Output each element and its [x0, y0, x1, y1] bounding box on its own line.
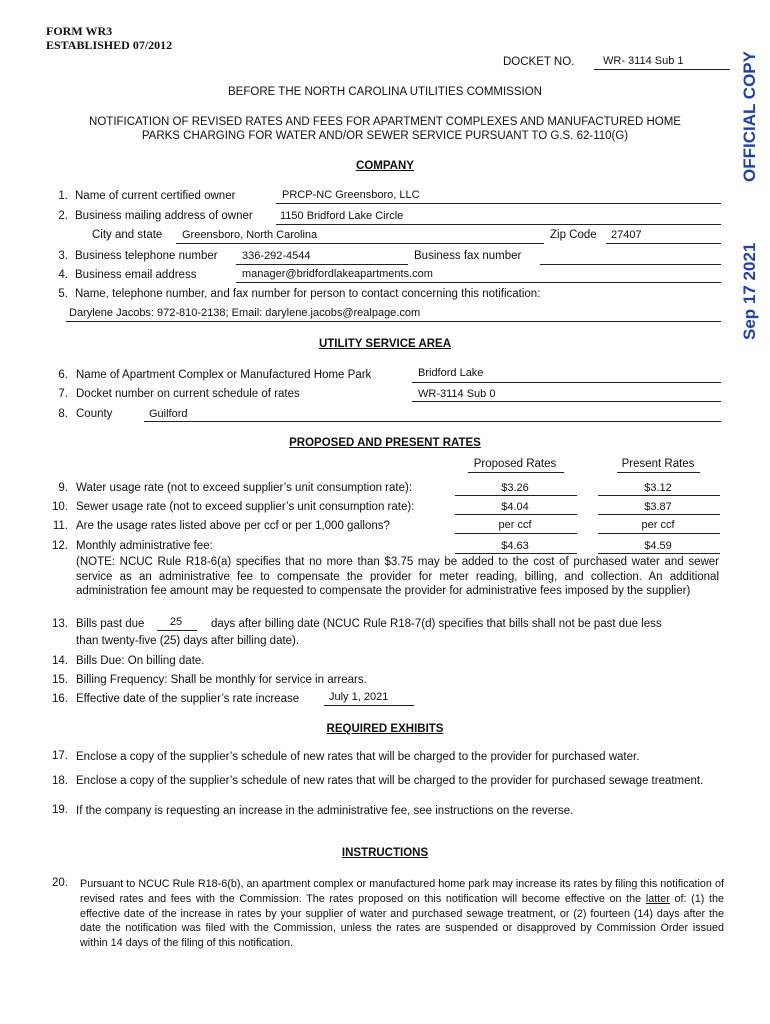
current-docket-label: Docket number on current schedule of rates — [76, 388, 300, 400]
item-number-17: 17. — [52, 750, 68, 762]
past-due-rule-text: days after billing date (NCUC Rule R18-7(d) specifies that bills shall not be past due less — [211, 618, 662, 630]
rate-unit-label: Are the usage rates listed above per ccf or per 1,000 gallons? — [76, 520, 390, 532]
item-number-7: 7. — [58, 388, 68, 400]
email-label: Business email address — [75, 269, 197, 281]
contact-underline — [66, 321, 721, 322]
item-number-15: 15. — [52, 674, 68, 686]
city-underline — [176, 243, 544, 244]
item-number-1: 1. — [58, 190, 68, 202]
item-number-11: 11. — [52, 520, 68, 532]
admin-fee-note: (NOTE: NCUC Rule R18-6(a) specifies that no more than $3.75 may be added to the cost of purchased water and sewer service as an administrative fee to compensate the provider for meter reading, billing, and collection. An additional administration fee amount may be requested to compensate the provider for administrative fees imposed by the supplier) — [76, 556, 719, 597]
owner-underline — [276, 203, 721, 204]
water-proposed-underline — [455, 495, 577, 496]
instruction-20-latter: latter — [645, 892, 670, 905]
fax-label: Business fax number — [414, 250, 522, 262]
notification-title-line2: PARKS CHARGING FOR WATER AND/OR SEWER SERVICE PURSUANT TO G.S. 62-110(G) — [141, 130, 629, 142]
sewer-proposed-underline — [455, 514, 577, 515]
item-number-10: 10. — [52, 501, 68, 513]
item-number-19: 19. — [52, 804, 68, 816]
admin-proposed-underline — [455, 553, 577, 554]
present-header-underline — [617, 472, 700, 473]
item-number-12: 12. — [52, 540, 68, 552]
water-present-value: $3.12 — [644, 482, 672, 494]
instructions-heading: INSTRUCTIONS — [341, 847, 429, 859]
item-number-20: 20. — [52, 877, 68, 889]
form-established: ESTABLISHED 07/2012 — [46, 38, 173, 52]
docket-underline — [594, 69, 730, 70]
item-number-14: 14. — [52, 655, 68, 667]
unit-proposed-underline — [455, 533, 577, 534]
utility-heading: UTILITY SERVICE AREA — [318, 338, 452, 350]
address-label: Business mailing address of owner — [75, 210, 253, 222]
county-underline — [144, 421, 721, 422]
unit-proposed-value: per ccf — [498, 519, 532, 531]
city-value: Greensboro, North Carolina — [182, 229, 318, 241]
water-present-underline — [598, 495, 720, 496]
exhibits-heading: REQUIRED EXHIBITS — [326, 723, 444, 735]
zip-underline — [606, 243, 721, 244]
zip-value: 27407 — [611, 229, 642, 241]
owner-value: PRCP-NC Greensboro, LLC — [282, 189, 420, 201]
sewer-rate-label: Sewer usage rate (not to exceed supplier’s unit consumption rate): — [76, 501, 415, 513]
item-number-3: 3. — [58, 250, 68, 262]
owner-label: Name of current certified owner — [75, 190, 236, 202]
zip-label: Zip Code — [550, 229, 597, 241]
item-number-6: 6. — [58, 369, 68, 381]
water-rate-label: Water usage rate (not to exceed supplier’s unit consumption rate): — [76, 482, 413, 494]
past-due-underline — [157, 630, 197, 631]
item-number-5: 5. — [58, 288, 68, 300]
company-heading: COMPANY — [356, 160, 414, 172]
item-number-8: 8. — [58, 408, 68, 420]
admin-fee-label: Monthly administrative fee: — [76, 540, 213, 552]
sewer-present-value: $3.87 — [644, 501, 672, 513]
phone-underline — [236, 264, 408, 265]
sewer-present-underline — [598, 514, 720, 515]
item-number-9: 9. — [58, 482, 68, 494]
item-number-13: 13. — [52, 618, 68, 630]
item-number-16: 16. — [52, 693, 68, 705]
county-label: County — [76, 408, 113, 420]
complex-value: Bridford Lake — [418, 367, 484, 379]
item-number-2: 2. — [58, 210, 68, 222]
notification-title-line1: NOTIFICATION OF REVISED RATES AND FEES FOR APARTMENT COMPLEXES AND MANUFACTURED HOME — [89, 116, 681, 128]
item-number-18: 18. — [52, 775, 68, 787]
docket-value: WR- 3114 Sub 1 — [603, 55, 684, 67]
complex-label: Name of Apartment Complex or Manufactured Home Park — [76, 369, 372, 381]
effective-date-label: Effective date of the supplier’s rate increase — [76, 693, 300, 705]
filing-date-stamp: Sep 17 2021 — [740, 242, 759, 340]
exhibit-17-text: Enclose a copy of the supplier’s schedule of new rates that will be charged to the provider for purchased water. — [76, 751, 640, 763]
instruction-20-text — [80, 877, 724, 951]
billing-frequency-text: Billing Frequency: Shall be monthly for service in arrears. — [76, 674, 367, 686]
email-value: manager@bridfordlakeapartments.com — [242, 268, 433, 280]
proposed-rates-column-header: Proposed Rates — [473, 458, 557, 470]
unit-present-underline — [598, 533, 720, 534]
effective-date-value: July 1, 2021 — [329, 691, 389, 703]
docket-label: DOCKET NO. — [503, 56, 575, 68]
item-number-4: 4. — [58, 269, 68, 281]
official-copy-stamp: OFFICIAL COPY — [740, 51, 759, 182]
unit-present-value: per ccf — [641, 519, 675, 531]
contact-value: Darylene Jacobs: 972-810-2138; Email: darylene.jacobs@realpage.com — [69, 307, 421, 319]
proposed-header-underline — [468, 472, 564, 473]
phone-label: Business telephone number — [75, 250, 218, 262]
county-value: Guilford — [149, 408, 188, 420]
exhibit-18-text: Enclose a copy of the supplier’s schedule of new rates that will be charged to the provider for purchased sewage treatment. — [76, 775, 704, 787]
present-rates-column-header: Present Rates — [621, 458, 695, 470]
commission-title: BEFORE THE NORTH CAROLINA UTILITIES COMMISSION — [228, 86, 542, 98]
current-docket-value: WR-3114 Sub 0 — [418, 388, 496, 400]
rates-heading: PROPOSED AND PRESENT RATES — [289, 437, 481, 449]
phone-value: 336-292-4544 — [242, 250, 311, 262]
admin-present-underline — [598, 553, 720, 554]
fax-underline — [540, 264, 721, 265]
past-due-value: 25 — [169, 616, 183, 628]
sewer-proposed-value: $4.04 — [501, 501, 529, 513]
current-docket-underline — [412, 401, 721, 402]
admin-present-value: $4.59 — [644, 540, 672, 552]
bills-due-text: Bills Due: On billing date. — [76, 655, 205, 667]
effective-date-underline — [324, 705, 414, 706]
complex-underline — [412, 382, 721, 383]
exhibit-19-text: If the company is requesting an increase in the administrative fee, see instructions on the reverse. — [76, 805, 574, 817]
water-proposed-value: $3.26 — [501, 482, 529, 494]
email-underline — [236, 282, 721, 283]
past-due-label: Bills past due — [76, 618, 145, 630]
address-value: 1150 Bridford Lake Circle — [280, 210, 404, 222]
instruction-20-part1: Pursuant to NCUC Rule R18-6(b), an apartment complex or manufactured home park may increase its rates by filing this notification of revised rates and fees with the Commission. The rates proposed on this notification will become effective on the — [80, 878, 724, 905]
instruction-20-part2: of: (1) the effective date of the increase in rates by your supplier of water and purchased sewage treatment, or (2) fourteen (14) days after the date the notification was filed with the Commission, unless the rates are suspended or disapproved by Commission Order issued within 14 days of the filing of this notification. — [80, 892, 724, 950]
admin-proposed-value: $4.63 — [501, 540, 529, 552]
address-underline — [276, 224, 721, 225]
form-number: FORM WR3 — [46, 24, 113, 38]
contact-label: Name, telephone number, and fax number for person to contact concerning this notification: — [75, 288, 541, 300]
city-label: City and state — [92, 229, 163, 241]
past-due-rule-text-line2: than twenty-five (25) days after billing date). — [76, 635, 300, 647]
